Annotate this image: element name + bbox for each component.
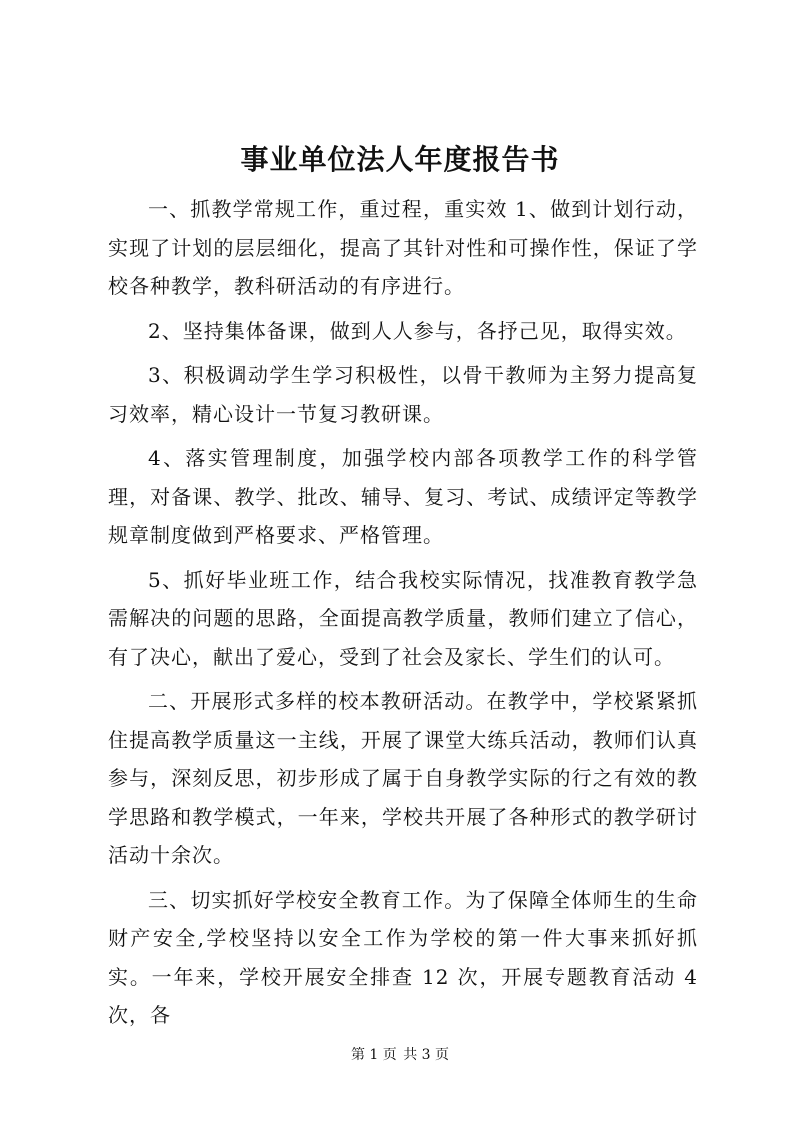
page-footer	[0, 1045, 800, 1065]
paragraph-2: 2、坚持集体备课，做到人人参与，各抒己见，取得实效。	[148, 318, 687, 343]
paragraph-5: 5、抓好毕业班工作，结合我校实际情况，找准教育教学急需解决的问题的思路，全面提高教学质量，教师们建立了信心，有了决心，献出了爱心，受到了社会及家长、学生们的认可。	[108, 567, 698, 669]
page-number: 第 1 页	[350, 1047, 397, 1063]
page-title: 事业单位法人年度报告书	[240, 143, 560, 176]
paragraph-3: 3、积极调动学生学习积极性，以骨干教师为主努力提高复习效率，精心设计一节复习教研课。	[108, 363, 698, 426]
paragraph-6: 二、开展形式多样的校本教研活动。在教学中，学校紧紧抓住提高教学质量这一主线，开展了课堂大练兵活动，教师们认真参与，深刻反思，初步形成了属于自身教学实际的行之有效的教学思路和教学模式，一年来，学校共开展了各种形式的教学研讨活动十余次。	[108, 689, 698, 867]
paragraph-4: 4、落实管理制度，加强学校内部各项教学工作的科学管理，对备课、教学、批改、辅导、复习、考试、成绩评定等教学规章制度做到严格要求、严格管理。	[108, 446, 698, 547]
document-body	[108, 190, 698, 1041]
paragraph-7: 三、切实抓好学校安全教育工作。为了保障全体师生的生命财产安全,学校坚持以安全工作为学校的第一件大事来抓好抓实。一年来，学校开展安全排查 12 次，开展专题教育活动 4 次，各	[108, 887, 698, 1027]
page-total: 共 3 页	[403, 1047, 450, 1063]
paragraph-1: 一、抓教学常规工作，重过程，重实效 1、做到计划行动，实现了计划的层层细化，提高了其针对性和可操作性，保证了学校各种教学，教科研活动的有序进行。	[108, 197, 698, 298]
